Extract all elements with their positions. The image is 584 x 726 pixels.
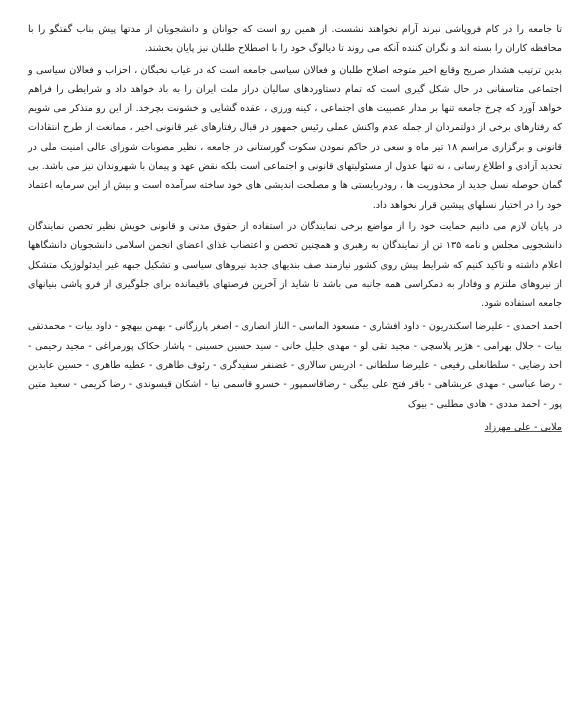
paragraph-1: تا جامعه را در کام فروپاشی نبرند آرام نخواهند نشست. از همین رو است که جوانان و دانشجویان از مدتها پیش بناب گفتگو را با محافظه کاران را بسته اند و نگران کننده آنکه می روند تا دیالوگ خود را با اصطلاح طلبان نیز پایان بخشند.: [28, 24, 562, 55]
signature-names-last: ملایی - علی مهرزاد: [484, 421, 562, 433]
signature-list: [28, 317, 562, 437]
paragraph-2: بدین ترتیب هشدار صریح وقایع اخیر متوجه اصلاح طلبان و فعالان سیاسی جامعه است که در غیاب نخبگان ، احزاب و فعالان سیاسی و اجتماعی متاسفانی در حال شکل گیری است که تمام دستاوردهای سالیان دراز ملت ایران را به باد خواهد داد و شرایطی را فراهم خواهد آورد که چرخ جامعه تنها بر مدار عصبیت های اجتماعی ، کینه ورزی ، عقده گشایی و خشونت بچرخد. از این رو متذکر می شویم که رفتارهای برخی از دولتمردان از جمله عدم واکنش عملی رئیس جمهور در قبال رفتارهای غیر قانونی اخیر ، ممانعت از طرح انتقادات قانونی و برگزاری مراسم ۱۸ تیر ماه و سعی در حاکم نمودن سکوت گورستانی در جامعه ، نظیر مصوبات شورای عالی امنیت ملی در تحدید آزادی و اطلاع رسانی ، نه تنها عدول از مسئولیتهای قانونی و اجتماعی است بلکه نقض عهد و پیمان با شهروندان نیز می باشد. بی گمان حوصله نسل جدید از محذوریت ها ، رودربایستی ها و مصلحت اندیشی های خود ساخته سرآمده است و بیش از این سرمایه اعتماد خود را در اختیار نسلهای پیشین قرار نخواهد داد.: [28, 64, 562, 211]
paragraph-3: در پایان لازم می دانیم حمایت خود را از مواضع برخی نمایندگان در استفاده از حقوق مدنی و قانونی خویش نظیر تحصن نمایندگان دانشجویی مجلس و نامه ۱۳۵ تن از نمایندگان به رهبری و همچنین تحصن و اعتصاب غذای اعضای انجمن اسلامی دانشجویان دانشگاهها اعلام داشته و تاکید کنیم که شرایط پیش روی کشور نیازمند صف بندیهای جدید نیروهای سیاسی و تشکیل جبهه غیر ایدئولوژیک متشکل از نیروهای ملتزم و وفادار به دمکراسی همه جانبه می باشد تا شاید از آخرین فرصتهای باقیمانده برای جلوگیری از فرو پاشی بنیانهای جامعه استفاده شود.: [28, 220, 562, 310]
signature-names: احمد احمدی - علیرضا اسکندریون - داود افشاری - مسعود الماسی - الناز انصاری - اصغر پارزگانی - بهمن بیهچو - داود بیات - محمدتقی بیات - جلال بهرامی - هژیر پلاسچی - مجید تقی لو - مهدی جلیل خانی - سید حسین حسینی - پاشار حکاک پورمراغی - مجید رحیمی - احد رضایی - سلطانعلی رفیعی - علیرضا سلطانی - ادریس سالاری - غضنفر سفیدگری - رئوف طاهری - عطیه طاهری - حسین عابدین - رضا عباسی - مهدی عربشاهی - باقر فتح علی بیگی - رضاقاسمپور - خسرو قاسمی نیا - اشکان قیسوندی - رضا کریمی - سعید متین پور - احمد مددی - هادی مطلبی - بیوک: [28, 321, 562, 410]
document-page: [28, 20, 562, 706]
